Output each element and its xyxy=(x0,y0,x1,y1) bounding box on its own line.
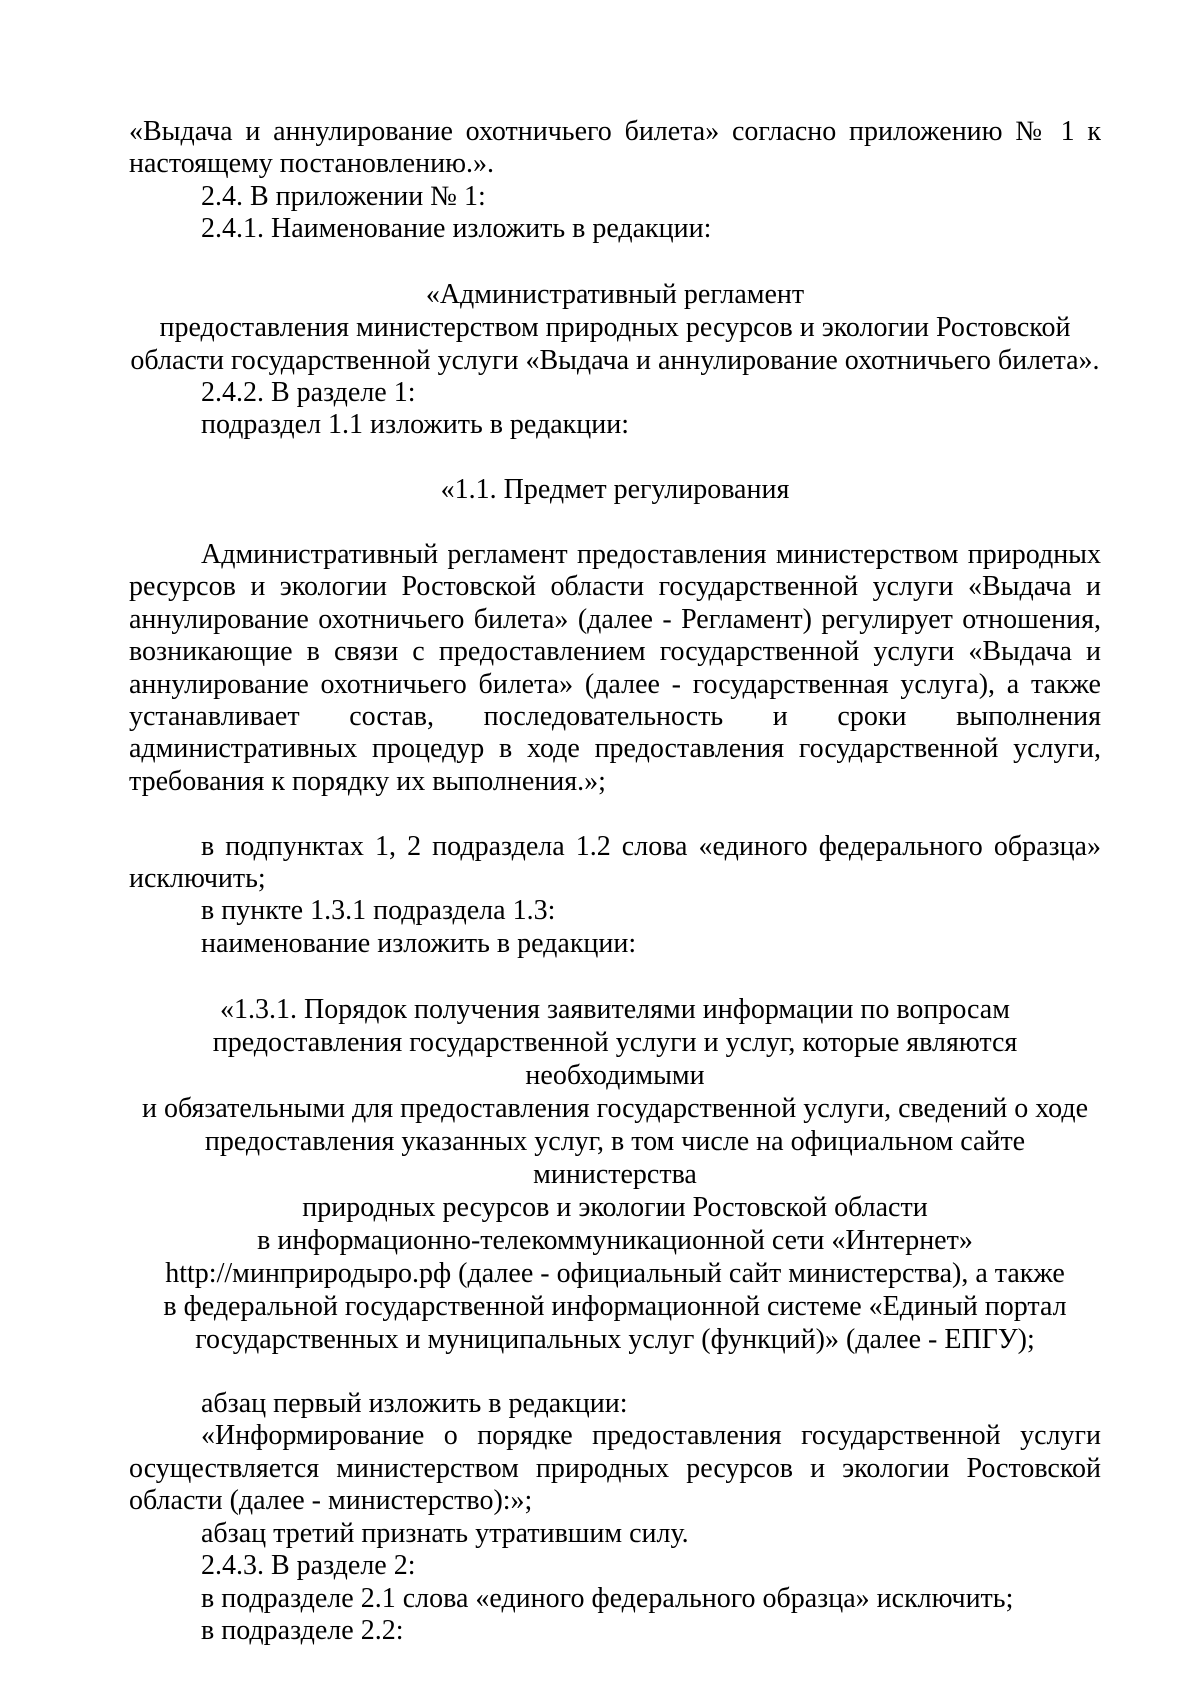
spacer xyxy=(129,442,1101,474)
paragraph-subsection-1-2: в подпунктах 1, 2 подраздела 1.2 слова «единого федерального образца» исключить; xyxy=(129,830,1101,895)
spacer xyxy=(129,1356,1101,1388)
paragraph-regulation-subject: Административный регламент предоставления министерством природных ресурсов и экологии Ростовской области государственной услуги «Выдача и аннулирование охотничьего билета» (далее - Регламент) регулирует отношения, возникающие в связи с предоставлением государственной услуги «Выдача и аннулирование охотничьего билета» (далее - государственная услуга), а также устанавливает состав, последовательность и сроки выполнения административных процедур в ходе предоставления государственной услуги, требования к порядку их выполнения.»; xyxy=(129,539,1101,797)
paragraph-continuation: «Выдача и аннулирование охотничьего билета» согласно приложению № 1 к настоящему постановлению.». xyxy=(129,116,1101,180)
paragraph-subsection-2-2: в подразделе 2.2: xyxy=(201,1614,404,1646)
paragraph-2-4-3: 2.4.3. В разделе 2: xyxy=(201,1550,416,1582)
heading-1-3-1-line-2: предоставления государственной услуги и услуг, которые являются необходимыми xyxy=(212,1026,1018,1091)
heading-1-3-1-line-8: в федеральной государственной информационной системе «Единый портал xyxy=(163,1290,1067,1322)
regulation-title-line-2: предоставления министерством природных ресурсов и экологии Ростовской xyxy=(159,312,1071,344)
heading-1-3-1-line-1: «1.3.1. Порядок получения заявителями информации по вопросам xyxy=(220,993,1010,1025)
spacer xyxy=(129,960,1101,992)
paragraph-first-abzac: абзац первый изложить в редакции: xyxy=(201,1388,628,1420)
heading-1-3-1 xyxy=(129,993,1101,1356)
paragraph-name-edit: наименование изложить в редакции: xyxy=(201,927,637,959)
heading-1-3-1-line-7: http://минприродыро.рф (далее - официальный сайт министерства), а также xyxy=(165,1257,1065,1289)
paragraph-point-1-3-1: в пункте 1.3.1 подраздела 1.3: xyxy=(201,895,556,927)
heading-1-3-1-line-9: государственных и муниципальных услуг (функций)» (далее - ЕПГУ); xyxy=(195,1323,1035,1355)
heading-1-1: «1.1. Предмет регулирования xyxy=(440,474,790,506)
heading-1-3-1-line-4: предоставления указанных услуг, в том числе на официальном сайте министерства xyxy=(204,1125,1026,1190)
regulation-title-line-3: области государственной услуги «Выдача и аннулирование охотничьего билета». xyxy=(130,345,1100,377)
paragraph-2-4-2: 2.4.2. В разделе 1: xyxy=(201,377,416,409)
document-page xyxy=(129,116,1101,1647)
paragraph-subsection-2-1: в подразделе 2.1 слова «единого федерального образца» исключить; xyxy=(201,1582,1014,1614)
paragraph-2-4: 2.4. В приложении № 1: xyxy=(201,180,486,212)
spacer xyxy=(129,507,1101,539)
heading-1-3-1-line-3: и обязательными для предоставления государственной услуги, сведений о ходе xyxy=(141,1092,1089,1124)
heading-1-3-1-line-6: в информационно-телекоммуникационной сети «Интернет» xyxy=(257,1224,973,1256)
regulation-title-line-1: «Административный регламент xyxy=(425,279,805,311)
paragraph-subsection-1-1: подраздел 1.1 изложить в редакции: xyxy=(201,409,629,441)
paragraph-third-abzac: абзац третий признать утратившим силу. xyxy=(201,1517,689,1549)
heading-1-3-1-line-5: природных ресурсов и экологии Ростовской области xyxy=(302,1191,928,1223)
spacer xyxy=(129,246,1101,278)
paragraph-2-4-1: 2.4.1. Наименование изложить в редакции: xyxy=(201,213,712,245)
paragraph-informing: «Информирование о порядке предоставления государственной услуги осуществляется министерством природных ресурсов и экологии Ростовской области (далее - министерство):»; xyxy=(129,1420,1101,1517)
regulation-title xyxy=(129,278,1101,377)
spacer xyxy=(129,798,1101,830)
